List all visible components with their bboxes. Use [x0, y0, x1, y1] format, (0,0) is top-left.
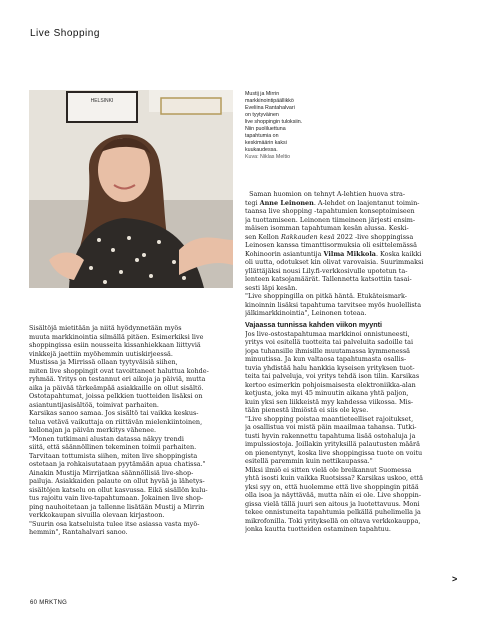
- text-line: Ostotapahtumat, joissa pelkkien tuotteiden lisäksi on: [29, 392, 203, 400]
- text-line: Sisältöjä mietitään ja niitä hyödynnetään myös: [29, 324, 182, 332]
- text-line: ryhmää. Yritys on testannut eri aikoja ja päiviä, mutta: [29, 375, 206, 383]
- paragraph: [29, 469, 233, 520]
- text-line: shoppingissa esiin nousseita kissanhiekkaan liittyviä: [29, 341, 201, 349]
- paragraph: [245, 330, 450, 415]
- text-line: gissa vielä tällä juuri sen aitous ja luotettavuus. Moni: [245, 499, 420, 508]
- paragraph: [29, 435, 233, 469]
- text-line: vinkkejä jaettiin myöhemmin uutiskirjeessä.: [29, 349, 173, 358]
- text-line: pailuja. Asiakkaiden palaute on ollut hyvää ja lähetys-: [29, 477, 205, 485]
- caption-line: kuukaudessa.: [245, 147, 278, 153]
- text-line: impulssiostoja. Joillakin yrityksillä palautusten määrä: [245, 440, 420, 448]
- text-line: yllättäjäksi nousi Lily.fi-verkkosivulle upotetun ta-: [245, 266, 408, 275]
- text-line: kellonajan ja päivän merkitys vähenee.: [29, 426, 157, 434]
- text-line: sen Kellon Rakkauden kesä 2022 -live shoppingissa: [245, 232, 414, 241]
- text-line: tekee onnistuneita tapahtumia pelkällä puhelimella ja: [245, 508, 421, 516]
- text-line: jopa tuhansille ihmisille muutamassa kymmenessä: [245, 346, 410, 355]
- text-line: tus rajoitu vain live-tapahtumaan. Jokainen live shop-: [29, 494, 204, 502]
- portrait-photo: [29, 90, 233, 288]
- text-line: "Live shopping poistaa maantieteelliset rajoitukset,: [245, 414, 414, 423]
- intro-paragraph: [245, 190, 450, 292]
- paragraph: [29, 520, 233, 537]
- caption-line: keskimäärin kaksi: [245, 140, 287, 146]
- text-line: taansa live shopping -tapahtumien konseptoimiseen: [245, 207, 415, 215]
- caption-line: on tyytyväinen: [245, 112, 279, 118]
- subheading: Vajaassa tunnissa kahden viikon myynti: [245, 319, 383, 329]
- text-line: esitellä paremmin kuin nettikaupassa.": [245, 457, 373, 465]
- text-line: muuta markkinointia silmällä pitäen. Esimerkiksi live: [29, 332, 204, 341]
- text-line: minuutissa. Ja kun valtaosa tapahtumasta osallis-: [245, 355, 407, 363]
- left-column: [29, 324, 233, 537]
- text-line: mikrofonilla. Toki yrityksellä on oltava verkkokauppa,: [245, 516, 421, 525]
- text-line: yksi syy on, että huolemme että live shoppingin pitää: [245, 482, 419, 491]
- next-page-arrow-icon: >: [452, 574, 458, 584]
- text-line: "Live shoppingilla on pitkä häntä. Etukäteismark-: [245, 292, 407, 300]
- text-line: ja osallistua voi mistä päin maailmaa tahansa. Tutki-: [245, 423, 417, 431]
- text-line: yritys voi esitellä tuotteita tai palveluita sadoille tai: [245, 338, 414, 346]
- text-line: tuvia yhdistää halu hankkia kyseisen yrityksen tuot-: [245, 363, 415, 372]
- text-line: Miksi ilmiö ei sitten vielä ole breikannut Suomessa: [245, 465, 412, 474]
- paragraph: [245, 415, 450, 466]
- text-line: ketjusta, joka myi 45 minuutin aikana yhtä paljon,: [245, 389, 409, 397]
- text-line: jälkimarkkinointia", Leinonen toteaa.: [245, 309, 367, 317]
- text-line: Karsikas sanoo samaa. Jos sisältö tai vaikka keskus-: [29, 409, 199, 417]
- text-line: tegi Anne Leinonen. A-lehdet on laajentanut toimin-: [245, 198, 420, 207]
- text-line: jonka kautta tuotteiden ostaminen tapahtuu.: [245, 525, 391, 533]
- caption-line: Niin puoliluettuna: [245, 126, 286, 132]
- text-line: tusti hyvin rakennettu tapahtuma lisää ostohaluja ja: [245, 431, 416, 440]
- text-line: kinoinnin lisäksi tapahtuma tarvitsee myös huolellista: [245, 300, 422, 309]
- photo-credit: Kuva: Niklas Meltio: [245, 154, 291, 160]
- photo-caption: [245, 91, 335, 161]
- text-line: ostetaan ja rohkaisutataan pyytämään apua chatissa.": [29, 460, 206, 468]
- text-line: Leinosen kanssa timanttisormuksia oli esittelemässä: [245, 241, 417, 249]
- text-line: Mustissa ja Mirrissä ollaan tyytyväisiä siihen,: [29, 358, 178, 366]
- paragraph: [29, 324, 233, 358]
- paragraph: [245, 466, 450, 534]
- text-line: Saman huomion on tehnyt A-lehtien huova stra-: [249, 190, 406, 198]
- person-name: Anne Leinonen: [259, 198, 314, 207]
- text-line: telua vetävä vaikuttaja on riittävän mielenkiintoinen,: [29, 417, 203, 426]
- text-line: verkkokaupan sivuilla olevaan kirjastoon.: [29, 511, 165, 519]
- text-line: kertoo esimerkin pohjoismaisesta elektroniikka-alan: [245, 380, 416, 389]
- paragraph: [29, 409, 233, 435]
- text-line: hemmin", Rantahalvari sanoo.: [29, 528, 128, 536]
- text-line: lenteen katsojamäärät. Tallennetta katsottiin tasai-: [245, 275, 412, 283]
- caption-line: Mustij ja Mirrin: [245, 91, 280, 97]
- person-name: Vilma Mikkola: [323, 249, 376, 258]
- text-line: oli uutta, odotukset kin olivat varovaisia. Suurimmaksi: [245, 258, 424, 266]
- text-line: sisältöjen katselu on ollut kasvussa. Eikä sisällön kulu-: [29, 485, 208, 494]
- text-line: ping nauhoitetaan ja tallenne lisätään Mustij a Mirrin: [29, 502, 205, 511]
- right-column: [245, 190, 450, 534]
- text-line: olla isoa ja näyttävää, mutta näin ei ole. Live shoppin-: [245, 491, 421, 499]
- quote-paragraph: [245, 292, 450, 318]
- text-line: Kohinoorin asiantuntija Vilma Mikkola. Koska kaikki: [245, 249, 422, 258]
- caption-line: tapahtumia on: [245, 133, 279, 139]
- text-line: siitä, että säännöllinen tekeminen toimii parhaiten.: [29, 443, 197, 451]
- text-line: miten live shoppingit ovat tavoittaneet haluttua kohde-: [29, 366, 209, 375]
- caption-line: live shoppingin tuloksiin.: [245, 119, 303, 125]
- text-line: Jos live-ostostapahtumaa markkinoi onnistuneesti,: [245, 329, 410, 338]
- text-line: tään pienestä ilmiöstä ei siis ole kyse.: [245, 406, 369, 414]
- text-line: kuin yksi sen liikkeistä myy kahdessa viikossa. Mis-: [245, 397, 414, 406]
- text-line: asiantuntijasisältöä, toimivat parhaiten.: [29, 400, 159, 409]
- text-line: aika ja päivää tärkeämpää asiakkaille on ollut sisältö.: [29, 383, 204, 392]
- paragraph: [29, 358, 233, 409]
- text-line: teita tai palveluja, voi yritys tehdä ison tilin. Karsikas: [245, 372, 420, 380]
- text-line: ja tuottamiseen. Leinonen tiimeineen järjesti ensim-: [245, 215, 416, 224]
- text-line: "Suurin osa katseluista tulee itse asiassa vasta myö-: [29, 519, 200, 528]
- text-line: on pienentynyt, koska live shoppingissa tuote on voitu: [245, 448, 423, 457]
- caption-line: markkinointipäällikkö: [245, 98, 294, 104]
- text-line: sesti läpi kesän.: [245, 283, 298, 292]
- text-line: "Monen tutkimani alustan datassa näkyy trendi: [29, 434, 184, 443]
- text-line: Tarvitaan tottumista siihen, miten live shoppingista: [29, 451, 198, 460]
- section-label: Live Shopping: [30, 28, 100, 39]
- text-line: yhtä isosti kuin vaikka Ruotsissa? Karsikas uskoo, että: [245, 474, 423, 482]
- text-line: mäisen isomman tapahtuman kesän alussa. Keski-: [245, 224, 409, 232]
- caption-line: Eveliina Rantahalvari: [245, 105, 295, 111]
- text-line: Ainakin Mustija Mirrijatkaa säännöllisiä live-shop-: [29, 468, 194, 477]
- page-footer: 60 MRKTNG: [30, 600, 68, 606]
- event-name: Rakkauden kesä: [280, 232, 335, 241]
- photo-frame-text: HELSINKI: [90, 98, 114, 104]
